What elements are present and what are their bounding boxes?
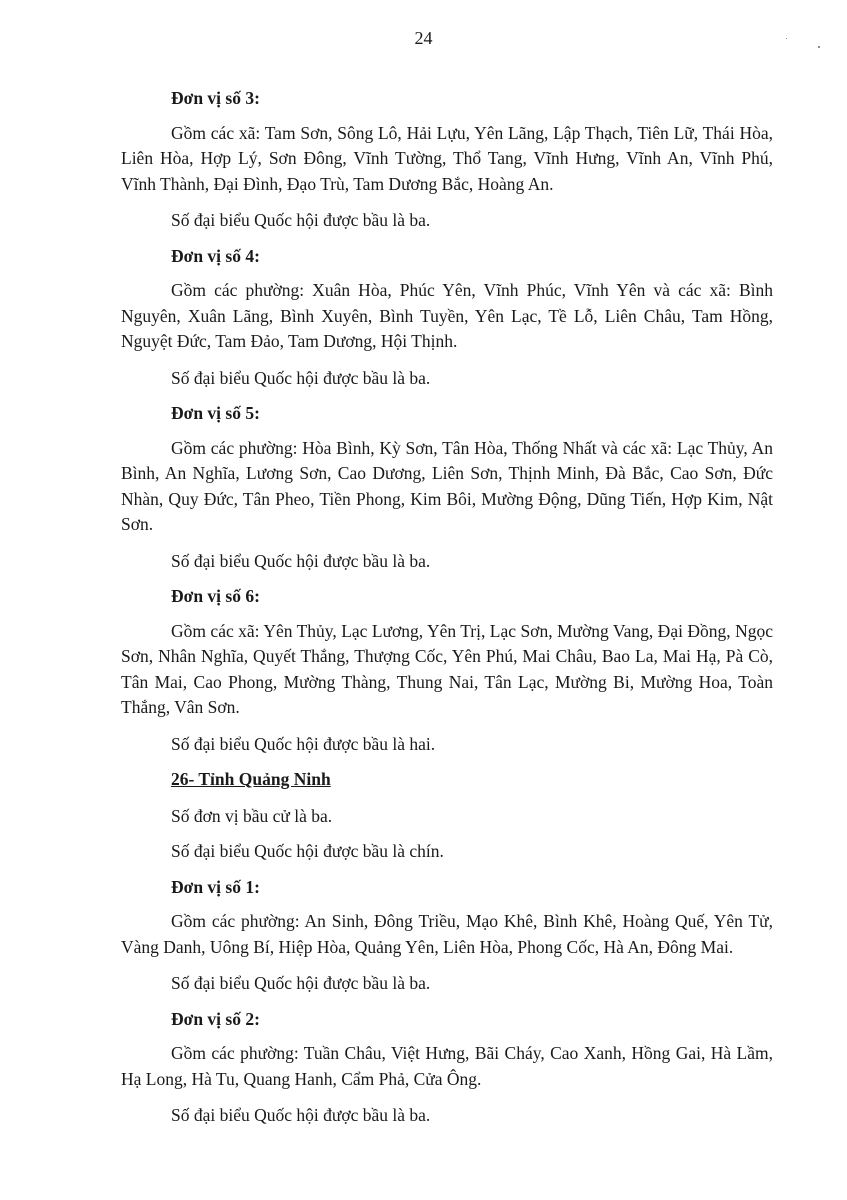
unit-3-delegates: Số đại biểu Quốc hội được bầu là ba. <box>171 210 431 230</box>
province-26-unit-2-heading: Đơn vị số 2: <box>171 1008 260 1029</box>
province-26-unit-1-delegates: Số đại biểu Quốc hội được bầu là ba. <box>171 973 431 993</box>
page-content <box>121 86 773 1139</box>
unit-3-heading: Đơn vị số 3: <box>171 88 260 108</box>
unit-5-delegates: Số đại biểu Quốc hội được bầu là ba. <box>171 550 431 571</box>
unit-3-body: Gồm các xã: Tam Sơn, Sông Lô, Hải Lựu, Yên Lãng, Lập Thạch, Tiên Lữ, Thái Hòa, Liên Hòa, Hợp Lý, Sơn Đông, Vĩnh Tường, Thổ Tang, Vĩnh Hưng, Vĩnh An, Vĩnh Phú, Vĩnh Thành, Đại Đình, Đạo Trù, Tam Dương Bắc, Hoàng An. <box>121 122 773 194</box>
province-26-unit-2-delegates: Số đại biểu Quốc hội được bầu là ba. <box>171 1105 431 1125</box>
unit-5-heading: Đơn vị số 5: <box>171 403 260 423</box>
province-26-unit-2-body: Gồm các phường: Tuần Châu, Việt Hưng, Bãi Cháy, Cao Xanh, Hồng Gai, Hà Lầm, Hạ Long, Hà Tu, Quang Hanh, Cẩm Phả, Cửa Ông. <box>121 1043 773 1089</box>
unit-4-body: Gồm các phường: Xuân Hòa, Phúc Yên, Vĩnh Phúc, Vĩnh Yên và các xã: Bình Nguyên, Xuân Lãng, Bình Xuyên, Bình Tuyền, Yên Lạc, Tề Lỗ, Liên Châu, Tam Hồng, Nguyệt Đức, Tam Đảo, Tam Dương, Hội Thịnh. <box>121 280 773 351</box>
unit-3-section <box>121 86 773 234</box>
unit-6-body: Gồm các xã: Yên Thủy, Lạc Lương, Yên Trị, Lạc Sơn, Mường Vang, Đại Đồng, Ngọc Sơn, Nhân Nghĩa, Quyết Thắng, Thượng Cốc, Yên Phú, Mai Châu, Bao La, Mai Hạ, Pà Cò, Tân Mai, Cao Phong, Mường Thàng, Thung Nai, Tân Lạc, Mường Bi, Mường Hoa, Toàn Thắng, Vân Sơn. <box>121 620 773 717</box>
province-26-unit-1-body: Gồm các phường: An Sinh, Đông Triều, Mạo Khê, Bình Khê, Hoàng Quế, Yên Tử, Vàng Danh, Uông Bí, Hiệp Hòa, Quảng Yên, Liên Hòa, Phong Cốc, Hà An, Đông Mai. <box>121 911 773 957</box>
unit-4-heading: Đơn vị số 4: <box>171 245 260 266</box>
unit-5-body: Gồm các phường: Hòa Bình, Kỳ Sơn, Tân Hòa, Thống Nhất và các xã: Lạc Thủy, An Bình, An Nghĩa, Lương Sơn, Cao Dương, Liên Sơn, Thịnh Minh, Đà Bắc, Cao Sơn, Đức Nhàn, Quy Đức, Tân Pheo, Tiền Phong, Kim Bôi, Mường Động, Dũng Tiến, Hợp Kim, Nật Sơn. <box>121 437 773 534</box>
unit-6-section <box>121 584 773 757</box>
page-number: 24 <box>414 28 433 48</box>
unit-6-delegates: Số đại biểu Quốc hội được bầu là hai. <box>171 733 436 754</box>
province-26-title: 26- Tỉnh Quảng Ninh <box>171 769 331 789</box>
unit-5-section <box>121 401 773 574</box>
province-26-delegates-total: Số đại biểu Quốc hội được bầu là chín. <box>171 841 444 861</box>
scan-speck <box>818 46 820 48</box>
province-26-unit-1-heading: Đơn vị số 1: <box>171 876 260 897</box>
scan-speck <box>786 38 787 39</box>
unit-4-delegates: Số đại biểu Quốc hội được bầu là ba. <box>171 367 431 388</box>
unit-4-section <box>121 244 773 392</box>
unit-6-heading: Đơn vị số 6: <box>171 586 260 606</box>
province-26-units-count: Số đơn vị bầu cử là ba. <box>171 805 333 826</box>
province-26-section <box>121 767 773 1129</box>
